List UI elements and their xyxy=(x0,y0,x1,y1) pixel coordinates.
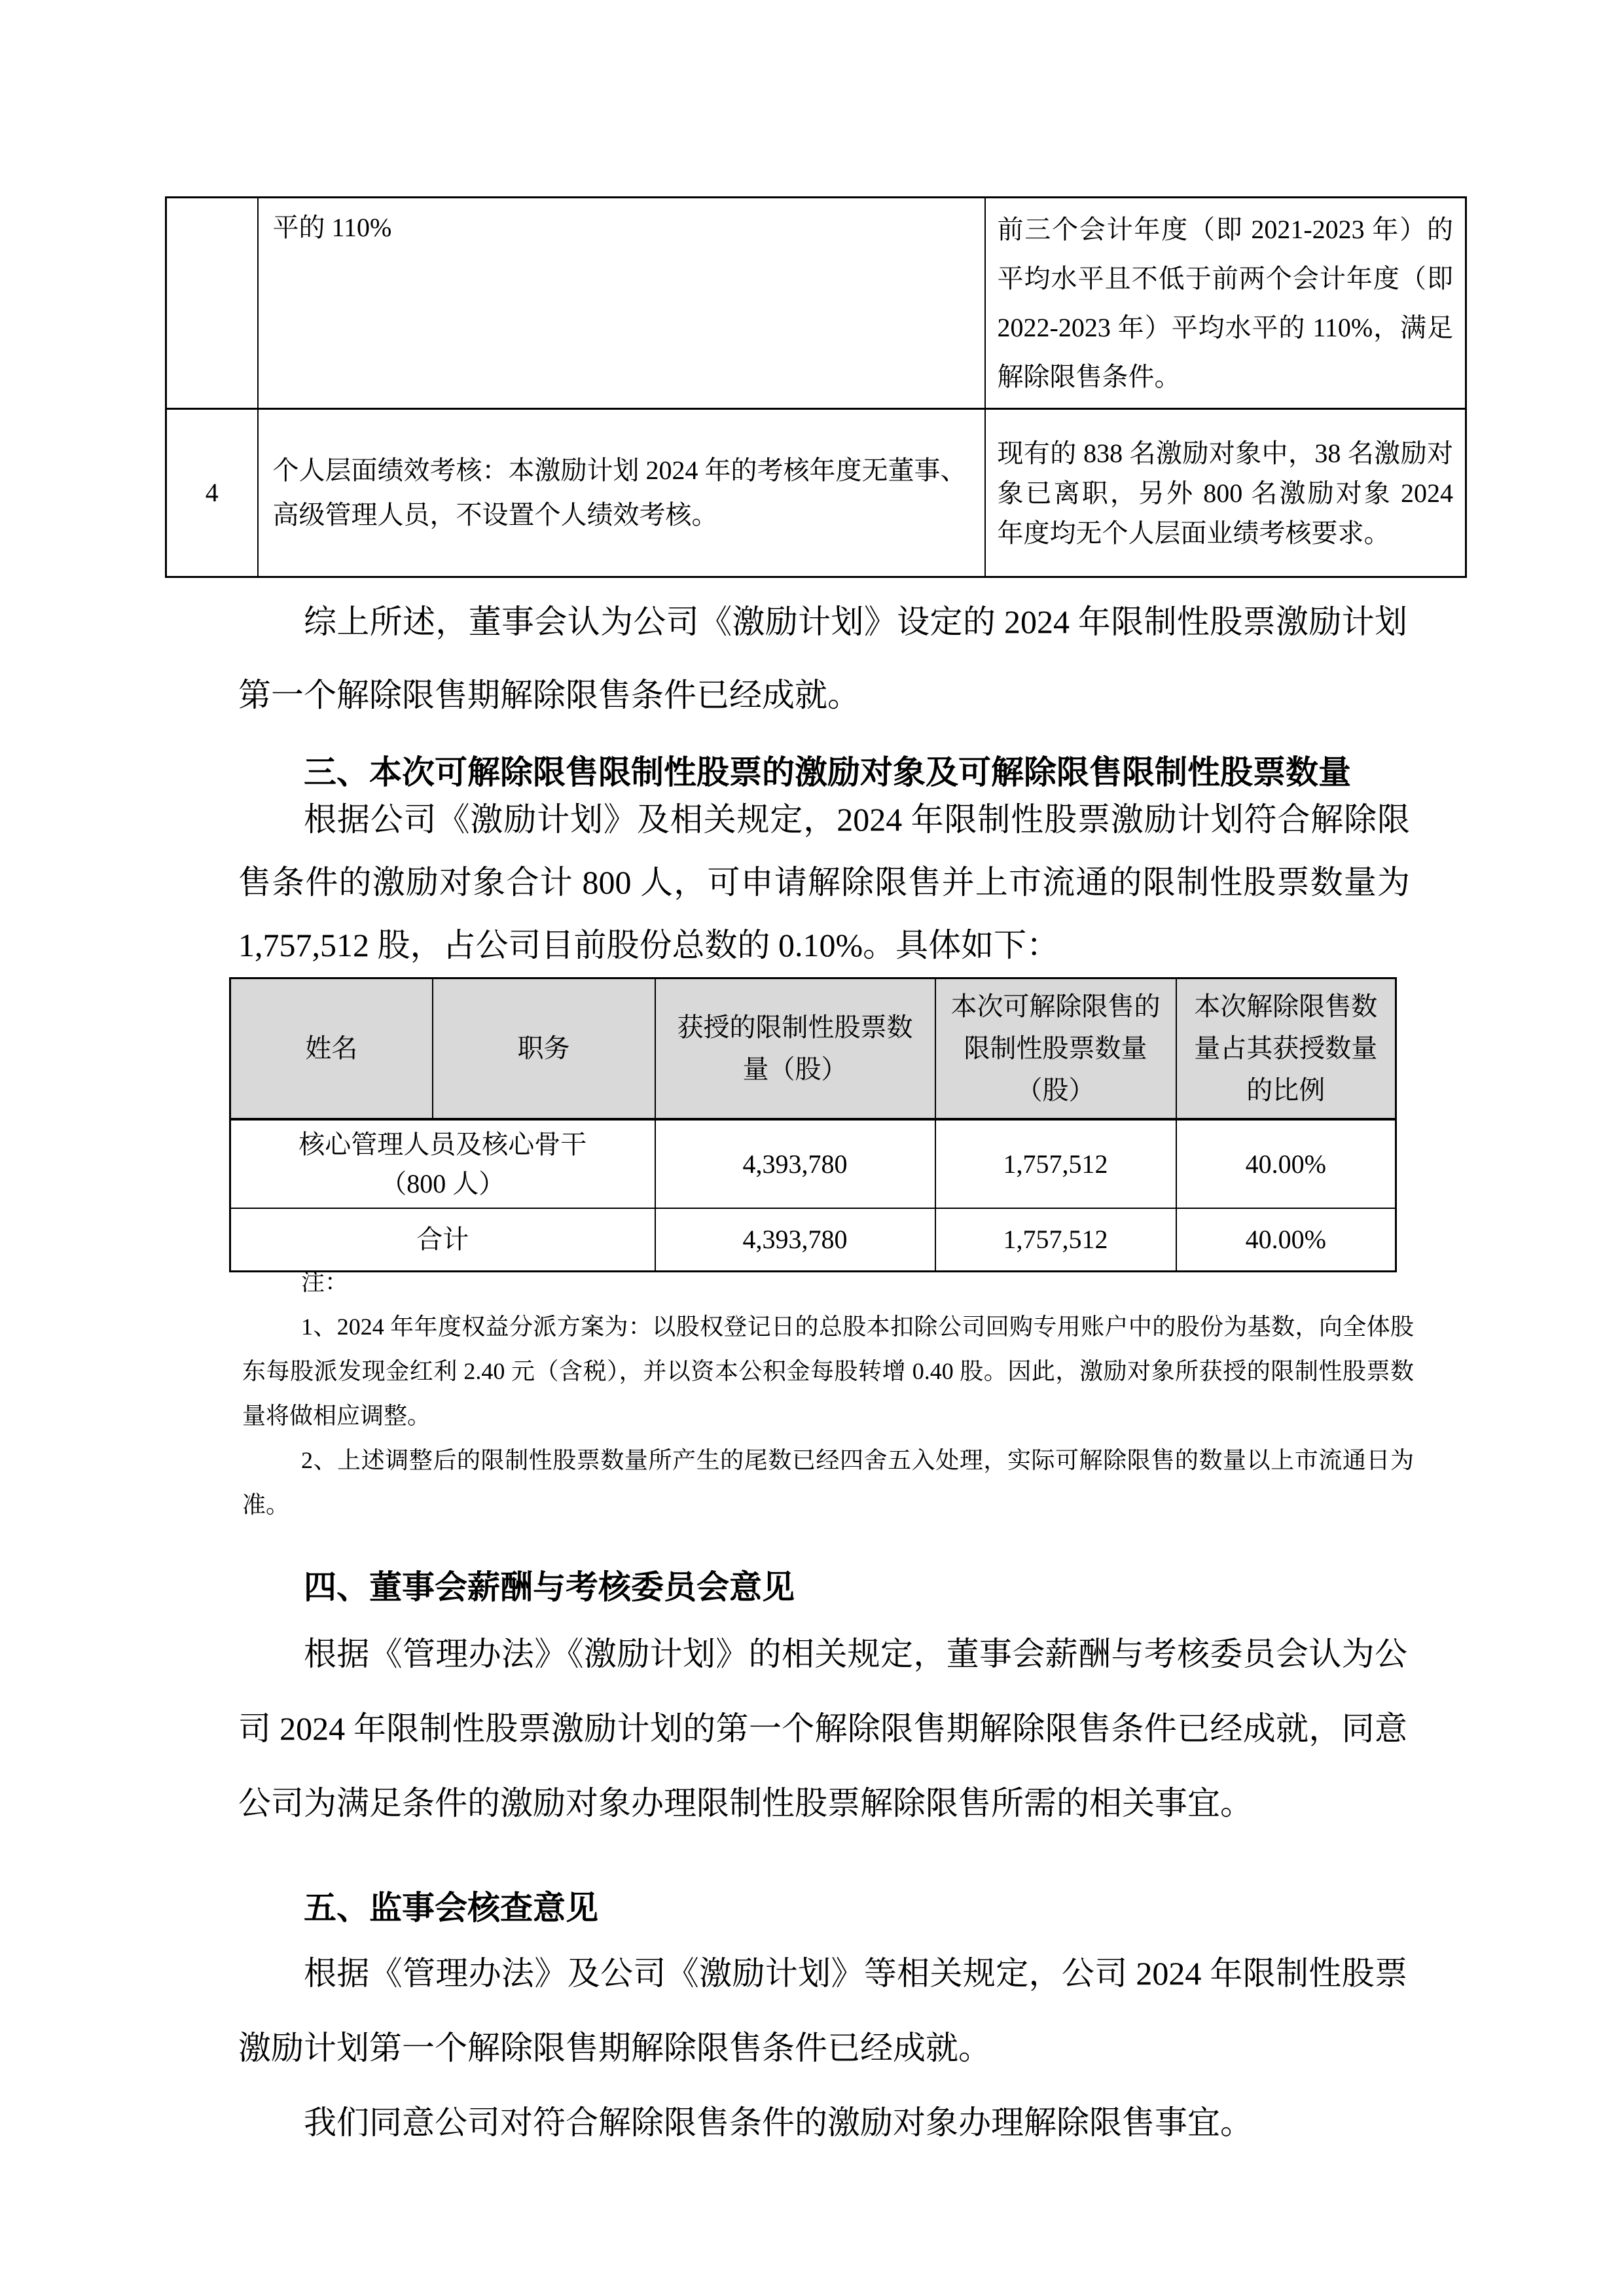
header-releasable: 本次可解除限售的限制性股票数量（股） xyxy=(935,978,1176,1120)
note-item-1: 1、2024 年年度权益分派方案为：以股权登记日的总股本扣除公司回购专用账户中的股份为基数，向全体股东每股派发现金红利 2.40 元（含税），并以资本公积金每股转增 0.40 股。因此，激励对象所获授的限制性股票数量将做相应调整。 xyxy=(242,1314,1414,1429)
cell-granted-total: 4,393,780 xyxy=(655,1208,935,1272)
section4-paragraph: 根据《管理办法》《激励计划》的相关规定，董事会薪酬与考核委员会认为公司 2024 年限制性股票激励计划的第一个解除限售期解除限售条件已经成就，同意公司为满足条件的激励对象办理限制性股票解除限售所需的相关事宜。 xyxy=(238,1636,1407,1821)
section3-heading: 三、本次可解除限售限制性股票的激励对象及可解除限售限制性股票数量 xyxy=(304,754,1351,791)
cell-ratio-total: 40.00% xyxy=(1176,1208,1396,1272)
section4-heading: 四、董事会薪酬与考核委员会意见 xyxy=(304,1569,795,1605)
release-table-wrapper xyxy=(229,977,1397,1272)
table-row xyxy=(166,198,1466,409)
header-name: 姓名 xyxy=(230,978,433,1120)
cell-ratio: 40.00% xyxy=(1176,1119,1396,1208)
assessment-seq-cell xyxy=(166,198,258,409)
header-title: 职务 xyxy=(433,978,655,1120)
header-granted: 获授的限制性股票数量（股） xyxy=(655,978,935,1120)
cell-grantee-name xyxy=(230,1119,655,1208)
notes-label: 注： xyxy=(301,1269,349,1295)
release-quantity-table xyxy=(229,977,1397,1272)
cell-releasable: 1,757,512 xyxy=(935,1119,1176,1208)
table-header-row xyxy=(230,978,1396,1120)
section5-paragraph-2: 我们同意公司对符合解除限售条件的激励对象办理解除限售事宜。 xyxy=(304,2104,1253,2141)
grantee-name-line1: 核心管理人员及核心骨干 xyxy=(298,1129,587,1159)
cell-total-label: 合计 xyxy=(230,1208,655,1272)
table-row xyxy=(166,409,1466,577)
grantee-name-line2: （800 人） xyxy=(380,1168,505,1198)
performance-assessment-table xyxy=(165,196,1467,578)
assessment-result-cell: 现有的 838 名激励对象中，38 名激励对象已离职，另外 800 名激励对象 2024 年度均无个人层面业绩考核要求。 xyxy=(985,409,1466,577)
section5-heading: 五、监事会核查意见 xyxy=(304,1890,598,1926)
cell-releasable-total: 1,757,512 xyxy=(935,1208,1176,1272)
section5-paragraph: 根据《管理办法》及公司《激励计划》等相关规定，公司 2024 年限制性股票激励计划第一个解除限售期解除限售条件已经成就。 xyxy=(238,1955,1407,2066)
note-item-2: 2、上述调整后的限制性股票数量所产生的尾数已经四舍五入处理，实际可解除限售的数量以上市流通日为准。 xyxy=(242,1447,1414,1518)
assessment-seq-cell: 4 xyxy=(166,409,258,577)
cell-granted: 4,393,780 xyxy=(655,1119,935,1208)
assessment-condition-cell: 个人层面绩效考核：本激励计划 2024 年的考核年度无董事、高级管理人员，不设置个人绩效考核。 xyxy=(258,409,985,577)
assessment-condition-cell: 平的 110% xyxy=(258,198,985,409)
assessment-table-wrapper xyxy=(165,196,1467,578)
section3-intro-paragraph: 根据公司《激励计划》及相关规定，2024 年限制性股票激励计划符合解除限售条件的激励对象合计 800 人，可申请解除限售并上市流通的限制性股票数量为 1,757,512 股，占公司目前股份总数的 0.10%。具体如下： xyxy=(238,801,1410,963)
table-row xyxy=(230,1119,1396,1208)
summary-paragraph: 综上所述，董事会认为公司《激励计划》设定的 2024 年限制性股票激励计划第一个解除限售期解除限售条件已经成就。 xyxy=(238,603,1407,713)
header-ratio: 本次解除限售数量占其获授数量的比例 xyxy=(1176,978,1396,1120)
table-notes xyxy=(242,1260,1414,1527)
assessment-result-cell: 前三个会计年度（即 2021-2023 年）的平均水平且不低于前两个会计年度（即 2022-2023 年）平均水平的 110%，满足解除限售条件。 xyxy=(985,198,1466,409)
